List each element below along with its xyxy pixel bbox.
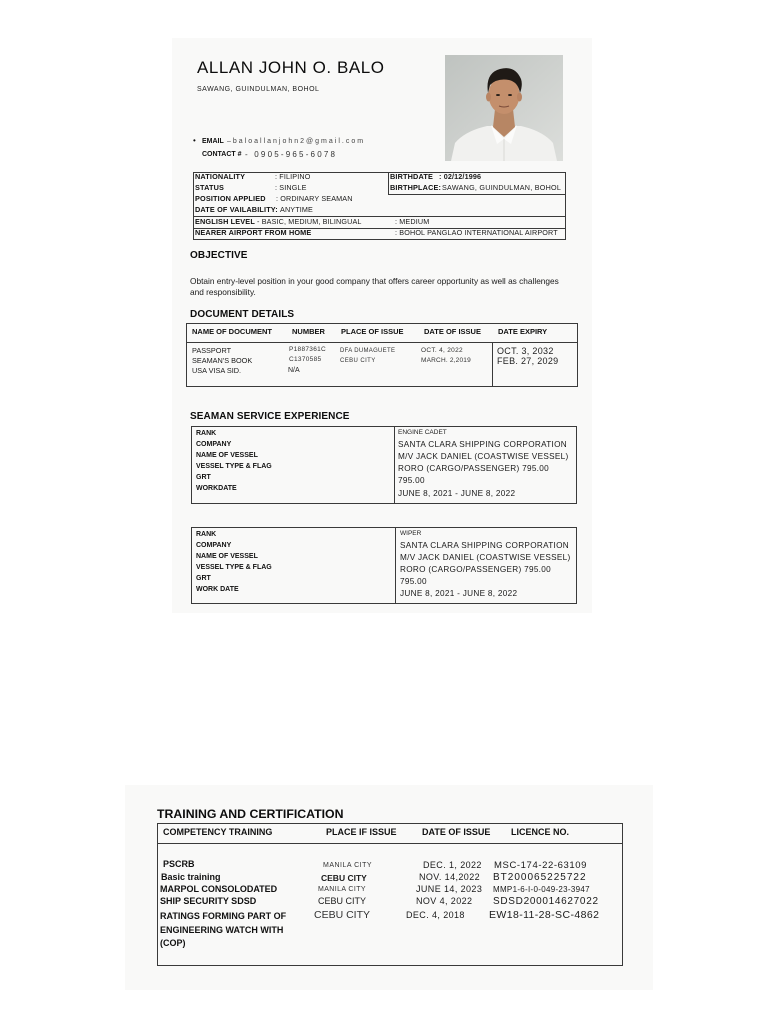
- applicant-name: ALLAN JOHN O. BALO: [197, 58, 385, 77]
- training-course: Basic training: [161, 872, 221, 882]
- vessel-name-value: M/V JACK DANIEL (COASTWISE VESSEL): [398, 452, 569, 461]
- applicant-photo: [445, 55, 563, 161]
- table-divider: [394, 426, 395, 504]
- company-value: SANTA CLARA SHIPPING CORPORATION: [400, 541, 569, 550]
- document-number: N/A: [288, 367, 300, 374]
- document-name: PASSPORT: [192, 346, 232, 355]
- airport-label: NEARER AIRPORT FROM HOME: [195, 228, 312, 237]
- english-level-label: ENGLISH LEVEL: [195, 217, 255, 226]
- document-name: USA VISA SID.: [192, 366, 242, 375]
- training-course: RATINGS FORMING PART OF ENGINEERING WATCH WITH (COP): [160, 911, 287, 948]
- training-date: NOV 4, 2022: [416, 896, 473, 906]
- rank-value: WIPER: [400, 530, 422, 537]
- column-header: COMPETENCY TRAINING: [163, 827, 273, 837]
- document-place: CEBU CITY: [340, 358, 376, 364]
- column-header: PLACE OF ISSUE: [341, 327, 404, 336]
- birthdate-label: BIRTHDATE: [390, 172, 433, 181]
- field-label: RANK: [196, 430, 217, 437]
- objective-heading: OBJECTIVE: [190, 250, 248, 261]
- rank-value: ENGINE CADET: [398, 429, 447, 436]
- column-header: DATE EXPIRY: [498, 327, 548, 336]
- training-course: SHIP SECURITY SDSD: [160, 896, 257, 906]
- licence-number: SDSD200014627022: [493, 896, 599, 907]
- training-course: MARPOL CONSOLODATED: [160, 884, 278, 894]
- vessel-name-value: M/V JACK DANIEL (COASTWISE VESSEL): [400, 553, 571, 562]
- column-header: DATE OF ISSUE: [422, 827, 491, 837]
- field-label: COMPANY: [196, 542, 232, 549]
- field-label: WORK DATE: [196, 586, 239, 593]
- column-header: PLACE IF ISSUE: [326, 827, 397, 837]
- nationality-label: NATIONALITY: [195, 172, 246, 181]
- field-label: RANK: [196, 531, 217, 538]
- vessel-type-value: RORO (CARGO/PASSENGER) 795.00: [398, 464, 549, 473]
- contact-label: CONTACT #: [202, 151, 242, 158]
- airport-value: : BOHOL PANGLAO INTERNATIONAL AIRPORT: [395, 228, 558, 237]
- work-date-value: JUNE 8, 2021 - JUNE 8, 2022: [400, 589, 518, 598]
- birthdate-value: : 02/12/1996: [439, 172, 482, 181]
- english-level-options: - BASIC, MEDIUM, BILINGUAL: [257, 217, 362, 226]
- table-divider: [395, 527, 396, 604]
- applicant-address: SAWANG, GUINDULMAN, BOHOL: [197, 86, 320, 93]
- table-divider: [388, 172, 389, 194]
- availability-label: DATE OF VAILABILITY:: [195, 205, 278, 214]
- licence-number: MSC-174-22-63109: [494, 860, 588, 871]
- training-place: MANILA CITY: [318, 886, 366, 893]
- grt-value: 795.00: [400, 577, 427, 586]
- status-label: STATUS: [195, 183, 225, 192]
- table-divider: [388, 194, 565, 195]
- training-heading: TRAINING AND CERTIFICATION: [157, 807, 344, 821]
- position-value: : ORDINARY SEAMAN: [276, 194, 353, 203]
- table-divider: [186, 342, 578, 343]
- training-date: DEC. 4, 2018: [406, 910, 465, 920]
- document-expiry-date: FEB. 27, 2029: [497, 356, 559, 366]
- field-label: GRT: [196, 474, 211, 481]
- training-place: CEBU CITY: [318, 896, 367, 906]
- field-label: NAME OF VESSEL: [196, 553, 258, 560]
- field-label: NAME OF VESSEL: [196, 452, 258, 459]
- document-issue-date: OCT. 4, 2022: [421, 347, 463, 354]
- document-issue-date: MARCH. 2,2019: [421, 357, 471, 364]
- status-value: : SINGLE: [275, 183, 307, 192]
- birthplace-value: SAWANG, GUINDULMAN, BOHOL: [442, 183, 562, 192]
- training-place: MANILA CITY: [323, 862, 373, 869]
- field-label: VESSEL TYPE & FLAG: [196, 564, 272, 571]
- company-value: SANTA CLARA SHIPPING CORPORATION: [398, 440, 567, 449]
- field-label: WORKDATE: [196, 485, 237, 492]
- table-divider: [157, 843, 623, 844]
- availability-value: ANYTIME: [280, 205, 313, 214]
- english-level-value: : MEDIUM: [395, 217, 430, 226]
- licence-number: BT200065225722: [493, 872, 587, 883]
- document-name: SEAMAN'S BOOK: [192, 356, 253, 365]
- sea-service-heading: SEAMAN SERVICE EXPERIENCE: [190, 411, 350, 422]
- contact-value: - 0905-965-6078: [245, 150, 338, 159]
- column-header: DATE OF ISSUE: [424, 327, 481, 336]
- document-number: P1887361C: [289, 346, 327, 353]
- training-course: PSCRB: [163, 859, 195, 869]
- field-label: GRT: [196, 575, 211, 582]
- column-header: NAME OF DOCUMENT: [192, 327, 272, 336]
- licence-number: MMP1-6-I-0-049-23-3947: [493, 885, 590, 894]
- table-divider: [492, 342, 493, 387]
- email-label: EMAIL: [202, 138, 224, 145]
- column-header: LICENCE NO.: [511, 827, 570, 837]
- training-date: DEC. 1, 2022: [423, 860, 482, 870]
- bullet-icon: •: [193, 136, 196, 145]
- field-label: VESSEL TYPE & FLAG: [196, 463, 272, 470]
- training-date: JUNE 14, 2023: [416, 884, 483, 894]
- position-label: POSITION APPLIED: [195, 194, 266, 203]
- work-date-value: JUNE 8, 2021 - JUNE 8, 2022: [398, 489, 516, 498]
- document-number: C1370585: [289, 356, 322, 363]
- training-date: NOV. 14,2022: [419, 872, 481, 882]
- training-place: CEBU CITY: [321, 873, 367, 883]
- column-header: NUMBER: [292, 327, 325, 336]
- document-details-heading: DOCUMENT DETAILS: [190, 309, 295, 320]
- licence-number: EW18-11-28-SC-4862: [489, 909, 600, 921]
- vessel-type-value: RORO (CARGO/PASSENGER) 795.00: [400, 565, 551, 574]
- grt-value: 795.00: [398, 476, 425, 485]
- document-expiry-date: OCT. 3, 2032: [497, 346, 554, 356]
- nationality-value: : FILIPINO: [275, 172, 311, 181]
- email-value: –baloallanjohn2@gmail.com: [227, 138, 366, 145]
- birthplace-label: BIRTHPLACE:: [390, 183, 442, 192]
- training-place: CEBU CITY: [314, 909, 371, 921]
- document-place: DFA DUMAGUETE: [340, 348, 396, 354]
- objective-text: Obtain entry-level position in your good company that offers career opportunity as well as challenges and responsibility.: [190, 276, 559, 297]
- field-label: COMPANY: [196, 441, 232, 448]
